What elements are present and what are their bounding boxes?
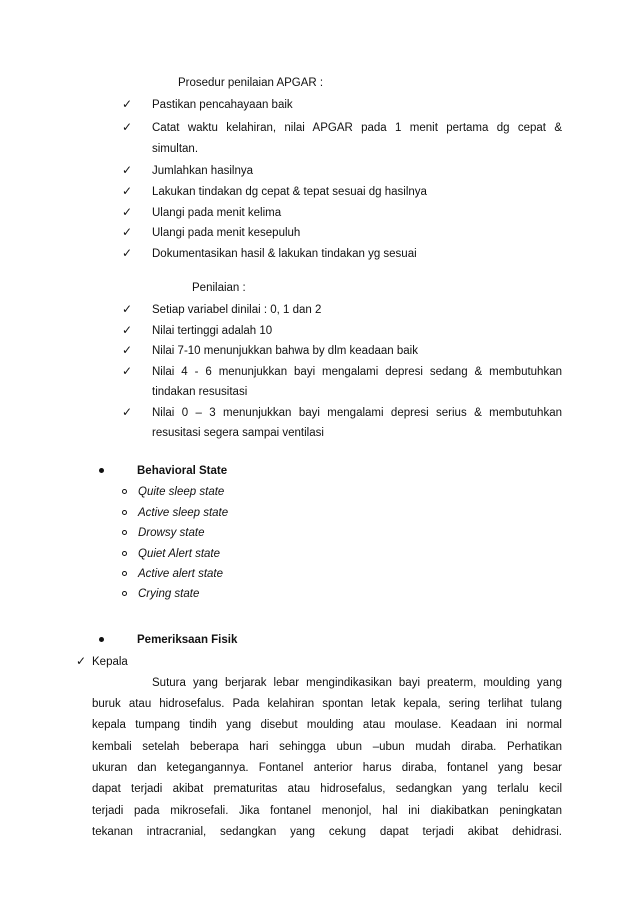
penilaian-item-continuation: resusitasi segera sampai ventilasi	[152, 427, 324, 439]
behavioral-state: Quiet Alert state	[138, 548, 221, 560]
paragraph-line: kembali setelah beberapa hari sehingga ubun –ubun mudah diraba. Perhatikan	[92, 741, 562, 753]
bullet-dot-icon	[99, 637, 104, 642]
check-icon: ✓	[122, 225, 133, 239]
penilaian-title: Penilaian :	[192, 282, 246, 294]
penilaian-item: Setiap variabel dinilai : 0, 1 dan 2	[152, 304, 322, 316]
kepala-label: Kepala	[92, 656, 128, 668]
paragraph-line: terjadi pada mikrosefali. Jika fontanel menonjol, hal ini diakibatkan peningkatan	[92, 805, 562, 817]
circle-bullet-icon	[122, 510, 127, 515]
bullet-dot-icon	[99, 468, 104, 473]
check-icon: ✓	[122, 323, 133, 337]
penilaian-item: Nilai 0 – 3 menunjukkan bayi mengalami depresi serius & membutuhkan	[152, 407, 562, 419]
check-icon: ✓	[122, 184, 133, 198]
paragraph-line: dapat terjadi akibat prematuritas atau hidrosefalus, sedangkan yang terlalu kecil	[92, 783, 562, 795]
apgar-step: Dokumentasikan hasil & lakukan tindakan yg sesuai	[152, 248, 417, 260]
behavioral-state: Active sleep state	[138, 507, 229, 519]
check-icon: ✓	[122, 405, 133, 419]
check-icon: ✓	[122, 120, 133, 134]
apgar-step: Catat waktu kelahiran, nilai APGAR pada 1 menit pertama dg cepat &	[152, 122, 562, 134]
circle-bullet-icon	[122, 551, 127, 556]
check-icon: ✓	[122, 163, 133, 177]
paragraph-line: Sutura yang berjarak lebar mengindikasikan bayi preaterm, moulding yang	[152, 677, 562, 689]
check-icon: ✓	[76, 654, 87, 668]
paragraph-line: buruk atau hidrosefalus. Pada kelahiran spontan letak kepala, sering terlihat tulang	[92, 698, 562, 710]
apgar-title: Prosedur penilaian APGAR :	[178, 77, 324, 89]
circle-bullet-icon	[122, 489, 127, 494]
check-icon: ✓	[122, 205, 133, 219]
paragraph-line: kepala tumpang tindih yang disebut moulding atau moulase. Keadaan ini normal	[92, 719, 562, 731]
fisik-title: Pemeriksaan Fisik	[137, 634, 238, 646]
penilaian-item: Nilai 7-10 menunjukkan bahwa by dlm keadaan baik	[152, 345, 418, 357]
apgar-step: Lakukan tindakan dg cepat & tepat sesuai dg hasilnya	[152, 186, 427, 198]
check-icon: ✓	[122, 343, 133, 357]
penilaian-item-continuation: tindakan resusitasi	[152, 386, 248, 398]
check-icon: ✓	[122, 364, 133, 378]
behavioral-title: Behavioral State	[137, 465, 228, 477]
circle-bullet-icon	[122, 571, 127, 576]
paragraph-line: tekanan intracranial, sedangkan yang cekung dapat terjadi akibat dehidrasi.	[92, 826, 562, 838]
circle-bullet-icon	[122, 591, 127, 596]
check-icon: ✓	[122, 302, 133, 316]
behavioral-state: Crying state	[138, 588, 200, 600]
behavioral-state: Active alert state	[138, 568, 224, 580]
apgar-step: Pastikan pencahayaan baik	[152, 99, 293, 111]
check-icon: ✓	[122, 246, 133, 260]
paragraph-line: ukuran dan ketegangannya. Fontanel anterior harus diraba, fontanel yang besar	[92, 762, 562, 774]
penilaian-item: Nilai tertinggi adalah 10	[152, 325, 273, 337]
check-icon: ✓	[122, 97, 133, 111]
apgar-step: Ulangi pada menit kelima	[152, 207, 282, 219]
behavioral-state: Quite sleep state	[138, 486, 225, 498]
circle-bullet-icon	[122, 530, 127, 535]
apgar-step: Ulangi pada menit kesepuluh	[152, 227, 301, 239]
apgar-step: Jumlahkan hasilnya	[152, 165, 254, 177]
apgar-step-continuation: simultan.	[152, 143, 199, 155]
penilaian-item: Nilai 4 - 6 menunjukkan bayi mengalami depresi sedang & membutuhkan	[152, 366, 562, 378]
behavioral-state: Drowsy state	[138, 527, 205, 539]
